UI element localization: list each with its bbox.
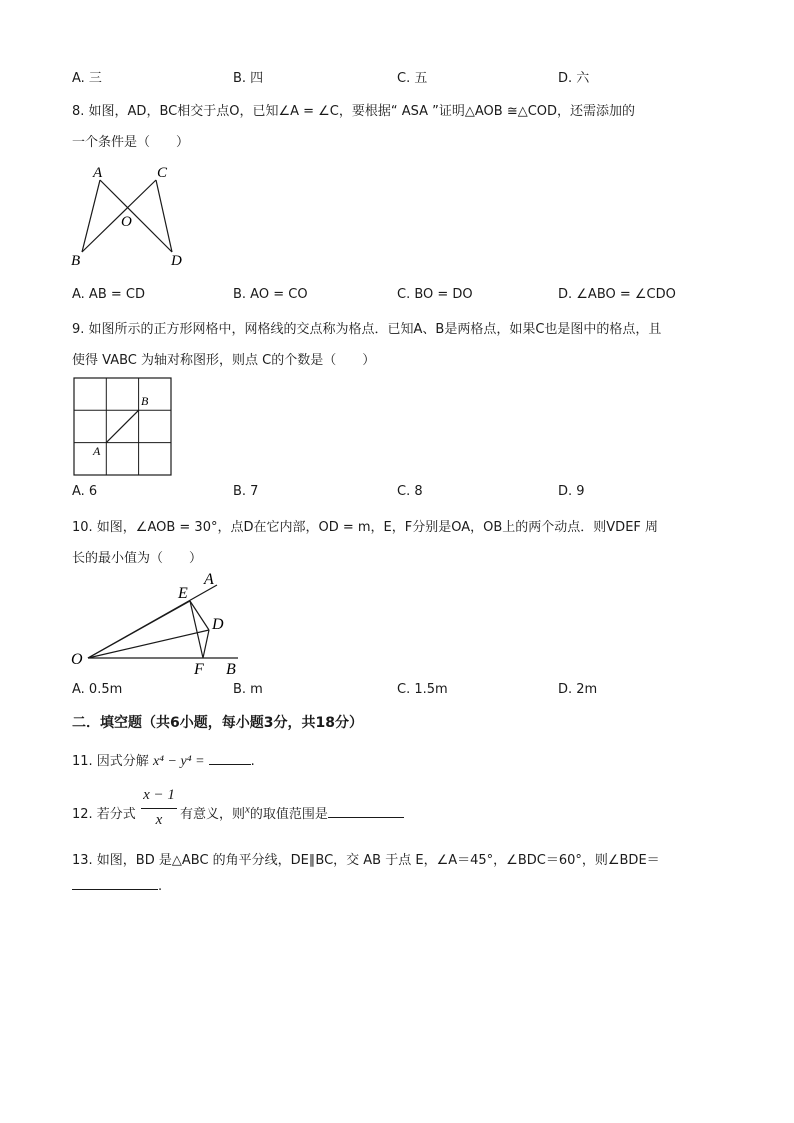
q8-label-b: B (71, 253, 81, 269)
q10-stem-line1: 10. 如图，∠AOB = 30°，点D在它内部，OD = m，E，F分别是OA，OB上的两个动点．则VDEF 周 (72, 520, 659, 535)
q8-label-d: D (171, 253, 182, 269)
q8-option-a: A. AB = CD (72, 287, 145, 302)
q7-option-d: D. 六 (558, 71, 590, 86)
section-heading-fill-in: 二．填空题（共6小题，每小题3分，共18分） (72, 715, 363, 731)
q13-line2 (72, 879, 162, 894)
q8-label-a: A (93, 165, 103, 181)
q12-prefix: 12. 若分式 (72, 807, 136, 822)
q10-option-d: D. 2m (558, 682, 598, 697)
q10-option-b: B. m (233, 682, 263, 697)
q13-answer-blank[interactable] (72, 889, 158, 890)
q8-label-o: O (121, 214, 132, 230)
q9-stem-line1: 9. 如图所示的正方形网格中，网格线的交点称为格点．已知A、B是两格点，如果C也是图中的格点，且 (72, 322, 662, 337)
q7-option-b: B. 四 (233, 71, 264, 86)
q12-numerator: x − 1 (143, 787, 175, 803)
q12-fraction-bar (141, 808, 177, 809)
q9-option-d: D. 9 (558, 484, 585, 499)
q8-label-c: C (157, 165, 168, 181)
q10-label-e: E (178, 585, 188, 602)
q9-grid-figure (70, 374, 176, 478)
q8-option-c: C. BO = DO (397, 287, 473, 302)
q12-denominator: x (155, 812, 163, 828)
q10-label-f: F (194, 661, 204, 678)
q9-option-c: C. 8 (397, 484, 423, 499)
q10-option-c: C. 1.5m (397, 682, 448, 697)
q10-label-o: O (71, 651, 83, 668)
q12-middle: 有意义，则 (180, 807, 246, 822)
q9-option-b: B. 7 (233, 484, 259, 499)
q12-tail (180, 803, 404, 822)
q7-option-c: C. 五 (397, 71, 428, 86)
q12-variable: x (245, 803, 250, 816)
q11-suffix: . (250, 754, 255, 769)
q13-suffix: . (158, 879, 163, 894)
q11-prefix: 11. 因式分解 (72, 754, 149, 769)
q7-option-a: A. 三 (72, 71, 102, 86)
q11-line (72, 750, 255, 770)
q10-figure (66, 568, 252, 680)
q9-stem-line2: 使得 VABC 为轴对称图形，则点 C的个数是（ ） (72, 353, 376, 368)
q10-stem-line2: 长的最小值为（ ） (72, 551, 203, 566)
q11-expression: x⁴ − y⁴ = (152, 754, 205, 769)
q9-label-a: A (93, 444, 101, 458)
q10-label-d: D (212, 616, 224, 633)
q10-label-b: B (226, 661, 236, 678)
q12-suffix: 的取值范围是 (249, 807, 328, 822)
q8-stem-line1: 8. 如图，AD，BC相交于点O，已知∠A = ∠C，要根据“ ASA ”证明△AOB ≅△COD，还需添加的 (72, 104, 636, 119)
q8-option-d: D. ∠ABO = ∠CDO (558, 287, 676, 302)
q12-answer-blank[interactable] (328, 817, 404, 818)
q8-stem-line2: 一个条件是（ ） (72, 135, 190, 150)
q11-answer-blank[interactable] (209, 764, 251, 765)
q10-option-a: A. 0.5m (72, 682, 123, 697)
q8-figure (68, 160, 198, 272)
q9-option-a: A. 6 (72, 484, 98, 499)
q8-option-b: B. AO = CO (233, 287, 308, 302)
q9-label-b: B (141, 394, 149, 408)
q13-stem-line1: 13. 如图，BD 是△ABC 的角平分线，DE∥BC，交 AB 于点 E，∠A＝45°，∠BDC＝60°，则∠BDE＝ (72, 853, 660, 868)
q10-label-a: A (204, 571, 214, 588)
